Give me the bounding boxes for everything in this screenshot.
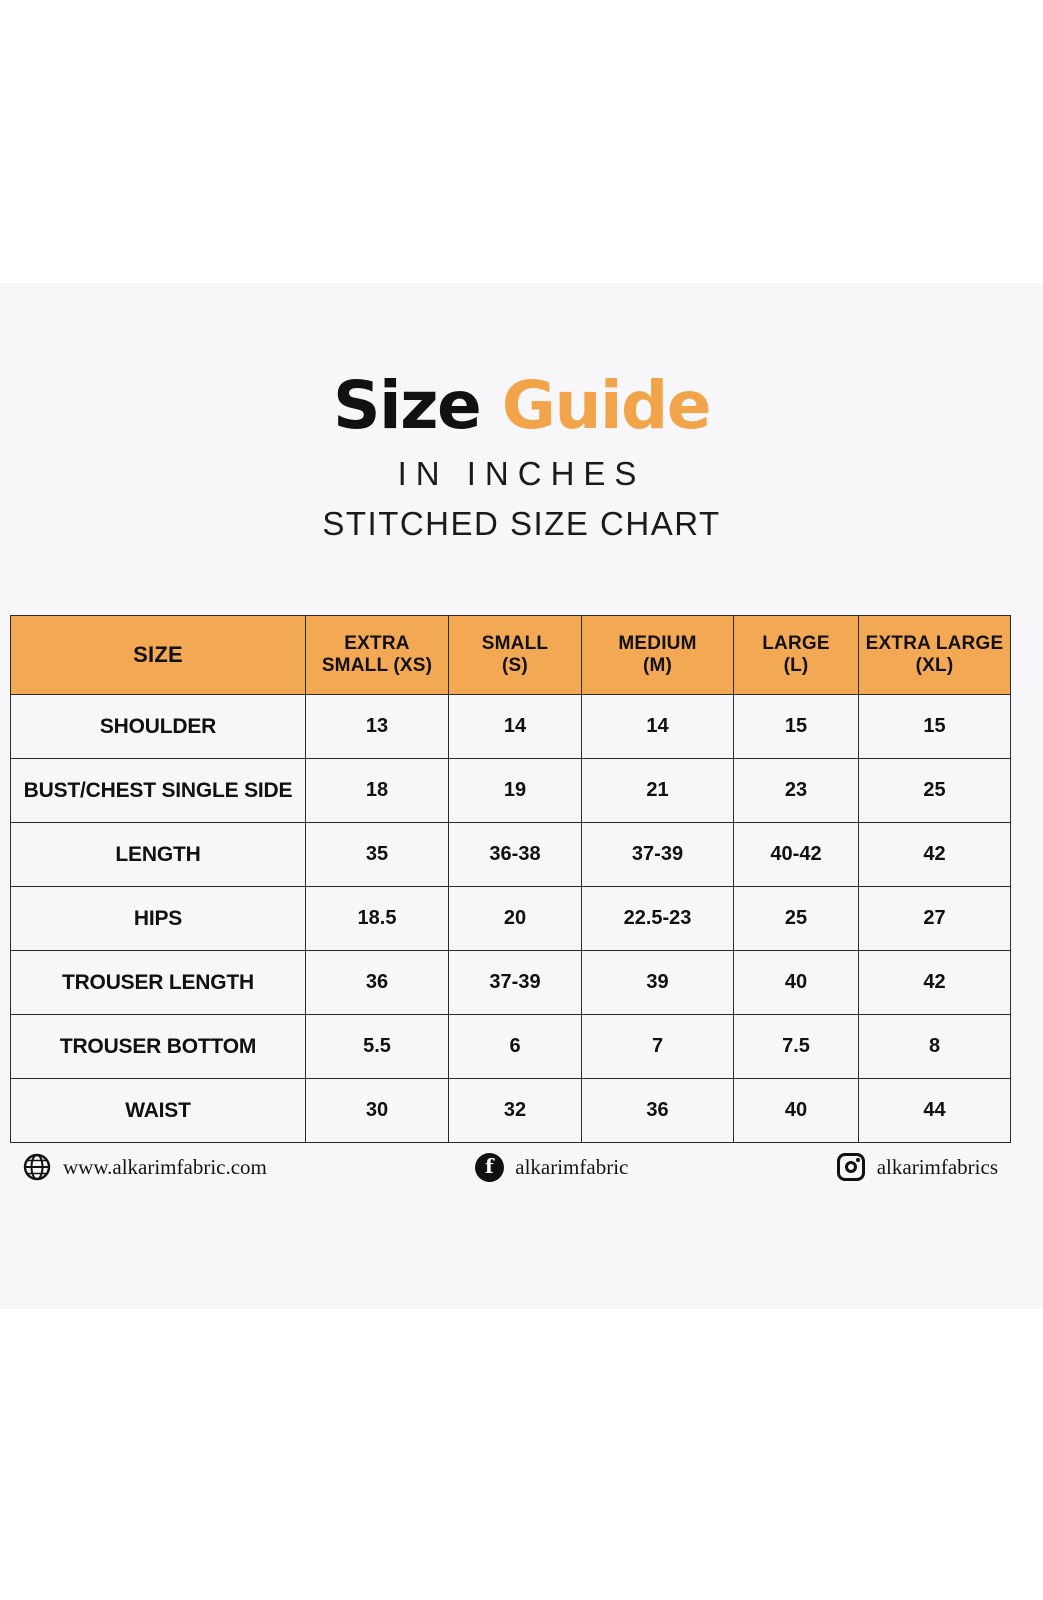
column-header-s-line1: SMALL <box>481 633 549 655</box>
cell-value: 27 <box>859 887 1011 951</box>
table-row <box>11 951 1011 1015</box>
cell-value: 7 <box>582 1015 734 1079</box>
globe-icon <box>22 1152 52 1182</box>
table-header-row <box>11 616 1011 695</box>
footer-facebook[interactable] <box>474 1152 628 1182</box>
cell-value: 32 <box>449 1079 582 1143</box>
table-row <box>11 823 1011 887</box>
cell-value: 18 <box>306 759 449 823</box>
row-label: LENGTH <box>11 823 306 887</box>
column-header-l-line1: LARGE <box>762 633 830 655</box>
footer-instagram[interactable] <box>836 1152 998 1182</box>
cell-value: 20 <box>449 887 582 951</box>
cell-value: 37-39 <box>449 951 582 1015</box>
column-header-l <box>734 616 859 695</box>
row-label: WAIST <box>11 1079 306 1143</box>
cell-value: 44 <box>859 1079 1011 1143</box>
cell-value: 36 <box>582 1079 734 1143</box>
footer-facebook-text: alkarimfabric <box>515 1154 629 1179</box>
cell-value: 39 <box>582 951 734 1015</box>
instagram-icon <box>836 1152 866 1182</box>
table-row <box>11 759 1011 823</box>
footer-website[interactable] <box>22 1152 267 1182</box>
cell-value: 8 <box>859 1015 1011 1079</box>
row-label: BUST/CHEST SINGLE SIDE <box>11 759 306 823</box>
cell-value: 25 <box>734 887 859 951</box>
cell-value: 15 <box>734 695 859 759</box>
column-header-m-line2: (M) <box>642 655 673 676</box>
facebook-icon: f <box>474 1152 504 1182</box>
row-label: HIPS <box>11 887 306 951</box>
subtitle-in-inches: IN INCHES <box>397 455 646 492</box>
cell-value: 21 <box>582 759 734 823</box>
table-row <box>11 1079 1011 1143</box>
size-chart-table <box>10 615 1011 1143</box>
column-header-xl-line1: EXTRA LARGE <box>865 633 1004 655</box>
cell-value: 40-42 <box>734 823 859 887</box>
title-part-guide: Guide <box>501 367 711 444</box>
table-head <box>11 616 1011 695</box>
column-header-xl-line2: (XL) <box>915 655 954 676</box>
table-body <box>11 695 1011 1143</box>
cell-value: 19 <box>449 759 582 823</box>
cell-value: 40 <box>734 1079 859 1143</box>
column-header-s <box>449 616 582 695</box>
cell-value: 22.5-23 <box>582 887 734 951</box>
cell-value: 14 <box>582 695 734 759</box>
cell-value: 7.5 <box>734 1015 859 1079</box>
cell-value: 18.5 <box>306 887 449 951</box>
column-header-size: SIZE <box>11 616 306 695</box>
column-header-m <box>582 616 734 695</box>
column-header-xs <box>306 616 449 695</box>
cell-value: 25 <box>859 759 1011 823</box>
footer-contact-bar <box>10 1152 1010 1182</box>
row-label: TROUSER LENGTH <box>11 951 306 1015</box>
column-header-xs-line2: SMALL (XS) <box>321 655 433 676</box>
cell-value: 14 <box>449 695 582 759</box>
cell-value: 5.5 <box>306 1015 449 1079</box>
table-row <box>11 1015 1011 1079</box>
row-label: TROUSER BOTTOM <box>11 1015 306 1079</box>
cell-value: 42 <box>859 951 1011 1015</box>
table-row <box>11 887 1011 951</box>
size-table-wrapper <box>10 615 1010 1143</box>
cell-value: 35 <box>306 823 449 887</box>
cell-value: 6 <box>449 1015 582 1079</box>
size-guide-card <box>0 283 1043 1309</box>
cell-value: 40 <box>734 951 859 1015</box>
column-header-l-line2: (L) <box>783 655 809 676</box>
column-header-xs-line1: EXTRA <box>344 633 410 655</box>
table-row <box>11 695 1011 759</box>
cell-value: 36 <box>306 951 449 1015</box>
cell-value: 37-39 <box>582 823 734 887</box>
footer-website-text: www.alkarimfabric.com <box>63 1154 267 1179</box>
page-title <box>0 367 1043 444</box>
cell-value: 13 <box>306 695 449 759</box>
title-part-size: Size <box>332 367 481 444</box>
cell-value: 15 <box>859 695 1011 759</box>
header-block <box>0 283 1043 543</box>
footer-instagram-text: alkarimfabrics <box>876 1154 998 1179</box>
subtitle-stitched-size-chart: STITCHED SIZE CHART <box>322 505 721 542</box>
column-header-xl <box>859 616 1011 695</box>
row-label: SHOULDER <box>11 695 306 759</box>
cell-value: 42 <box>859 823 1011 887</box>
cell-value: 23 <box>734 759 859 823</box>
cell-value: 36-38 <box>449 823 582 887</box>
cell-value: 30 <box>306 1079 449 1143</box>
column-header-s-line2: (S) <box>502 655 528 676</box>
column-header-m-line1: MEDIUM <box>618 633 697 655</box>
